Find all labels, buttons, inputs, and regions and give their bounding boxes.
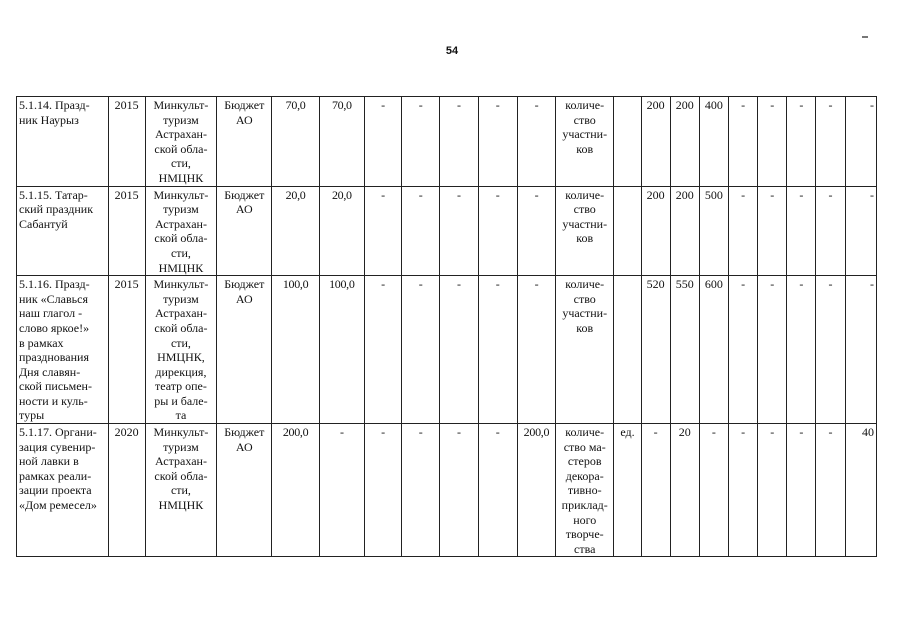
- amount-2016-cell: -: [364, 276, 401, 424]
- amount-2017-cell: -: [402, 186, 440, 276]
- executor-cell: Минкульт- туризм Астрахан- ской обла- сти, НМЦНК: [145, 186, 216, 276]
- indicator-cell: количе- ство участни- ков: [556, 97, 614, 187]
- table-body: [17, 97, 877, 557]
- indicator-value-7-cell: -: [816, 186, 845, 276]
- indicator-value-8-cell: -: [845, 276, 876, 424]
- indicator-value-5-cell: -: [758, 186, 787, 276]
- indicator-cell: количе- ство участни- ков: [556, 186, 614, 276]
- unit-cell: [614, 186, 641, 276]
- total-amount-cell: 100,0: [272, 276, 319, 424]
- indicator-value-1-cell: -: [641, 424, 670, 557]
- amount-2019-cell: -: [478, 424, 517, 557]
- table-row: [17, 186, 877, 276]
- amount-2016-cell: -: [364, 424, 401, 557]
- indicator-value-7-cell: -: [816, 276, 845, 424]
- year-cell: 2015: [108, 97, 145, 187]
- amount-2018-cell: -: [440, 276, 478, 424]
- indicator-value-2-cell: 20: [670, 424, 699, 557]
- indicator-value-2-cell: 550: [670, 276, 699, 424]
- year-cell: 2015: [108, 186, 145, 276]
- total-amount-cell: 70,0: [272, 97, 319, 187]
- activity-name-cell: 5.1.14. Празд- ник Наурыз: [17, 97, 109, 187]
- amount-2020-cell: -: [517, 97, 555, 187]
- amount-2020-cell: -: [517, 276, 555, 424]
- year-cell: 2015: [108, 276, 145, 424]
- table-row: [17, 424, 877, 557]
- indicator-value-7-cell: -: [816, 424, 845, 557]
- funding-source-cell: Бюджет АО: [217, 97, 272, 187]
- indicator-cell: количе- ство ма- стеров декора- тивно- приклад- ного творче- ства: [556, 424, 614, 557]
- indicator-value-3-cell: 500: [699, 186, 728, 276]
- funding-source-cell: Бюджет АО: [217, 186, 272, 276]
- year-cell: 2020: [108, 424, 145, 557]
- executor-cell: Минкульт- туризм Астрахан- ской обла- сти, НМЦНК: [145, 424, 216, 557]
- amount-2020-cell: -: [517, 186, 555, 276]
- funding-source-cell: Бюджет АО: [217, 424, 272, 557]
- indicator-value-4-cell: -: [729, 276, 758, 424]
- amount-2015-cell: 20,0: [319, 186, 364, 276]
- activity-name-cell: 5.1.16. Празд- ник «Славься наш глагол - слово яркое!» в рамках празднования Дня славян- ской письмен- ности и куль- туры: [17, 276, 109, 424]
- indicator-value-1-cell: 200: [641, 186, 670, 276]
- program-activities-table: [16, 96, 877, 557]
- executor-cell: Минкульт- туризм Астрахан- ской обла- сти, НМЦНК, дирекция, театр опе- ры и бале- та: [145, 276, 216, 424]
- indicator-value-7-cell: -: [816, 97, 845, 187]
- amount-2019-cell: -: [478, 276, 517, 424]
- amount-2017-cell: -: [402, 97, 440, 187]
- indicator-value-6-cell: -: [787, 424, 816, 557]
- amount-2015-cell: -: [319, 424, 364, 557]
- amount-2020-cell: 200,0: [517, 424, 555, 557]
- activity-name-cell: 5.1.15. Татар- ский праздник Сабантуй: [17, 186, 109, 276]
- indicator-value-4-cell: -: [729, 186, 758, 276]
- indicator-value-8-cell: -: [845, 186, 876, 276]
- amount-2018-cell: -: [440, 186, 478, 276]
- indicator-value-6-cell: -: [787, 186, 816, 276]
- indicator-value-5-cell: -: [758, 276, 787, 424]
- indicator-value-5-cell: -: [758, 424, 787, 557]
- table-row: [17, 276, 877, 424]
- indicator-value-5-cell: -: [758, 97, 787, 187]
- total-amount-cell: 20,0: [272, 186, 319, 276]
- indicator-value-6-cell: -: [787, 276, 816, 424]
- amount-2018-cell: -: [440, 424, 478, 557]
- indicator-value-2-cell: 200: [670, 186, 699, 276]
- total-amount-cell: 200,0: [272, 424, 319, 557]
- amount-2017-cell: -: [402, 424, 440, 557]
- amount-2016-cell: -: [364, 97, 401, 187]
- corner-mark: [862, 36, 868, 38]
- amount-2017-cell: -: [402, 276, 440, 424]
- amount-2015-cell: 100,0: [319, 276, 364, 424]
- amount-2018-cell: -: [440, 97, 478, 187]
- activity-name-cell: 5.1.17. Органи- зация сувенир- ной лавки в рамках реали- зации проекта «Дом ремесел»: [17, 424, 109, 557]
- unit-cell: [614, 97, 641, 187]
- amount-2019-cell: -: [478, 186, 517, 276]
- table-row: [17, 97, 877, 187]
- indicator-value-8-cell: -: [845, 97, 876, 187]
- indicator-value-3-cell: 400: [699, 97, 728, 187]
- executor-cell: Минкульт- туризм Астрахан- ской обла- сти, НМЦНК: [145, 97, 216, 187]
- indicator-cell: количе- ство участни- ков: [556, 276, 614, 424]
- unit-cell: ед.: [614, 424, 641, 557]
- indicator-value-3-cell: 600: [699, 276, 728, 424]
- amount-2019-cell: -: [478, 97, 517, 187]
- page-number: 54: [445, 45, 459, 57]
- amount-2015-cell: 70,0: [319, 97, 364, 187]
- amount-2016-cell: -: [364, 186, 401, 276]
- indicator-value-4-cell: -: [729, 424, 758, 557]
- indicator-value-4-cell: -: [729, 97, 758, 187]
- funding-source-cell: Бюджет АО: [217, 276, 272, 424]
- indicator-value-3-cell: -: [699, 424, 728, 557]
- indicator-value-8-cell: 40: [845, 424, 876, 557]
- indicator-value-2-cell: 200: [670, 97, 699, 187]
- indicator-value-6-cell: -: [787, 97, 816, 187]
- unit-cell: [614, 276, 641, 424]
- indicator-value-1-cell: 200: [641, 97, 670, 187]
- indicator-value-1-cell: 520: [641, 276, 670, 424]
